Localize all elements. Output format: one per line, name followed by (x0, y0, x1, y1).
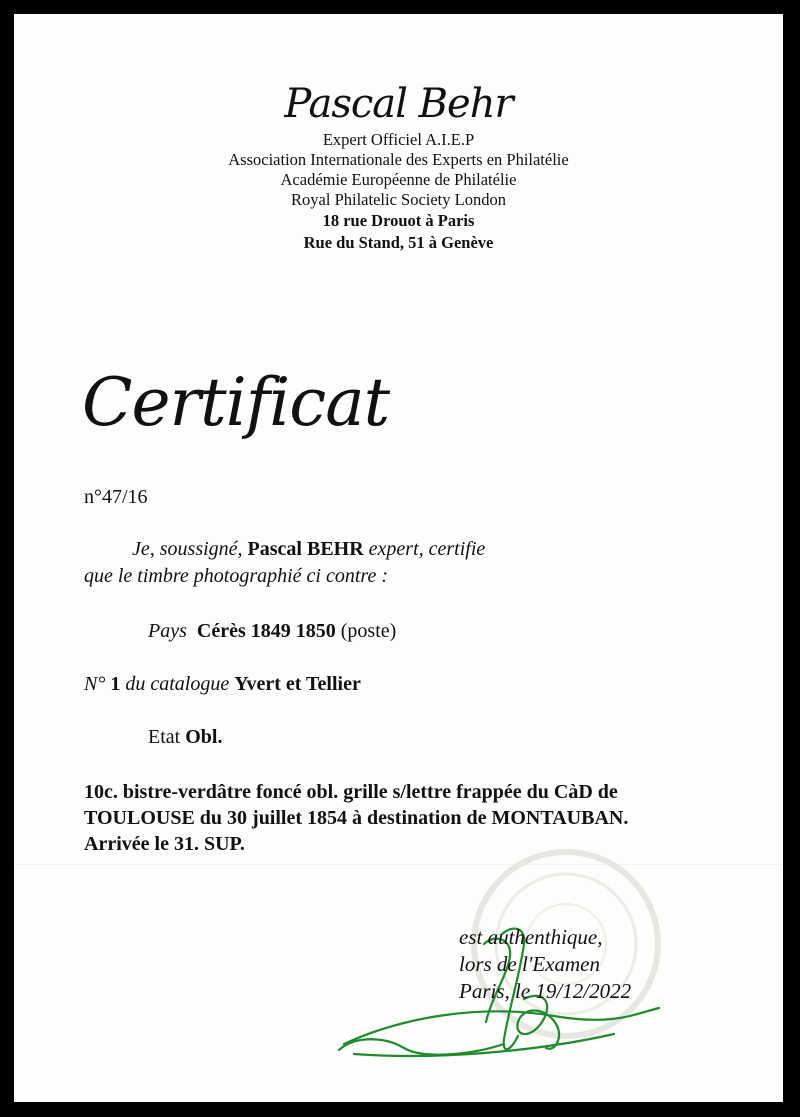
country-value: Cérès 1849 1850 (196, 620, 336, 642)
certificate-title: Certificat (82, 364, 390, 441)
condition-line (148, 724, 222, 750)
place-date: Paris, le 19/12/2022 (459, 979, 632, 1003)
condition-label: Etat (148, 726, 181, 748)
examination-line: lors de l'Examen (459, 952, 600, 976)
country-label: Pays (148, 620, 187, 642)
expert-name: Pascal BEHR (247, 538, 364, 560)
expert-title: Expert Officiel A.I.E.P (322, 130, 475, 149)
country-line (148, 618, 396, 644)
expert-logo: Pascal Behr (284, 81, 513, 127)
association-line: Association Internationale des Experts en Philatélie (228, 150, 569, 169)
description-line-2: TOULOUSE du 30 juillet 1854 à destination de MONTAUBAN. (84, 807, 629, 829)
statement-role: expert, certifie (368, 538, 486, 560)
catalogue-label: N° (84, 673, 106, 695)
letterhead (14, 80, 783, 254)
catalogue-line (84, 671, 361, 697)
statement-line-1 (132, 536, 485, 562)
catalogue-text: du catalogue (125, 673, 230, 695)
certificate-number: n°47/16 (84, 486, 148, 508)
certificate-sheet (14, 14, 783, 1102)
description-line-1: 10c. bistre-verdâtre foncé obl. grille s/lettre frappée du CàD de (84, 781, 618, 803)
catalogue-number: 1 (110, 673, 121, 695)
authentic-statement: est authenthique, (459, 925, 603, 949)
condition-value: Obl. (185, 726, 223, 748)
statement-prefix: Je, soussigné, (132, 538, 243, 560)
paper-crease (14, 864, 783, 865)
society-line: Royal Philatelic Society London (291, 190, 506, 209)
academy-line: Académie Européenne de Philatélie (280, 170, 517, 189)
catalogue-name: Yvert et Tellier (234, 673, 361, 695)
paris-address: 18 rue Drouot à Paris (322, 211, 475, 230)
description-line-3: Arrivée le 31. SUP. (84, 833, 245, 855)
statement-line-2: que le timbre photographié ci contre : (84, 565, 389, 587)
geneva-address: Rue du Stand, 51 à Genève (303, 233, 494, 252)
country-note: (poste) (340, 620, 397, 642)
authentication-block (459, 924, 631, 1005)
